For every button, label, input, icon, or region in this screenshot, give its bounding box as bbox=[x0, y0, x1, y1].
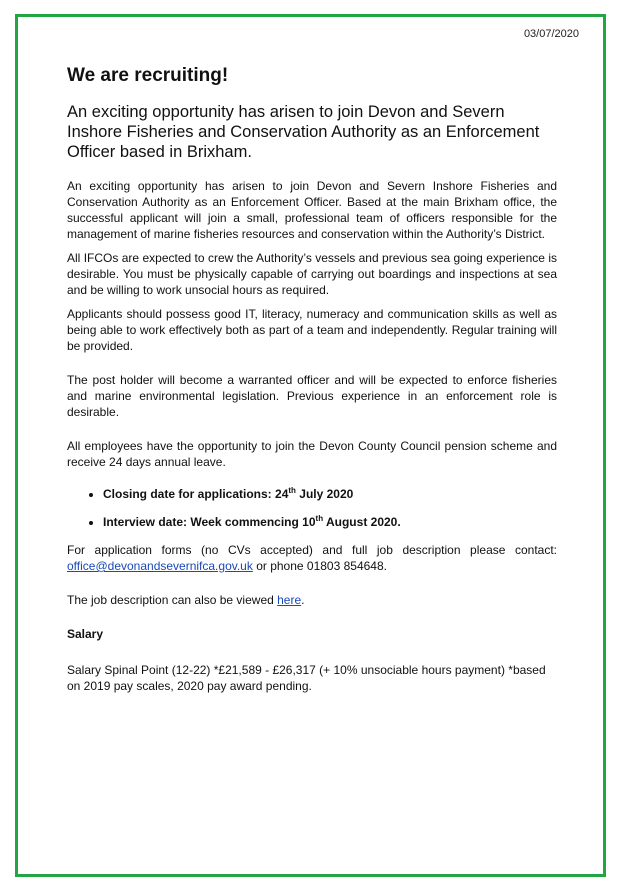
job-description-paragraph: The job description can also be viewed here. bbox=[67, 593, 305, 607]
pension-paragraph: All employees have the opportunity to join the Devon County Council pension scheme and receive 24 days annual leave. bbox=[67, 439, 557, 469]
intro-paragraph: An exciting opportunity has arisen to join Devon and Severn Inshore Fisheries and Conservation Authority as an Enforcement Officer. Based at the main Brixham office, the successful applicant will join a small, professional team of officers responsible for the management of marine fisheries resources and conservation within the Authority’s District. bbox=[67, 179, 557, 241]
page-subtitle: An exciting opportunity has arisen to join Devon and Severn Inshore Fisheries and Conservation Authority as an Enforcement Officer based in Brixham. bbox=[67, 103, 540, 161]
document-body bbox=[67, 64, 557, 694]
skills-paragraph: Applicants should possess good IT, literacy, numeracy and communication skills as well as being able to work effectively both as part of a team and independently. Regular training will be provided. bbox=[67, 307, 557, 353]
page-title: We are recruiting! bbox=[67, 65, 229, 86]
ifco-paragraph: All IFCOs are expected to crew the Authority’s vessels and previous sea going experience is desirable. You must be physically capable of carrying out boardings and inspections at sea and be willing to work unsocial hours as required. bbox=[67, 251, 557, 297]
salary-heading: Salary bbox=[67, 627, 104, 641]
interview-date-item: • Interview date: Week commencing 10th August 2020. bbox=[103, 514, 557, 530]
document-date: 03/07/2020 bbox=[523, 28, 579, 40]
key-dates-list bbox=[67, 486, 557, 530]
warranted-paragraph: The post holder will become a warranted officer and will be expected to enforce fisheries and marine environmental legislation. Previous experience in an enforcement role is desirable. bbox=[67, 373, 557, 419]
email-link[interactable]: office@devonandsevernifca.gov.uk bbox=[67, 559, 253, 573]
salary-paragraph: Salary Spinal Point (12-22) *£21,589 - £26,317 (+ 10% unsociable hours payment) *based on 2019 pay scales, 2020 pay award pending. bbox=[67, 663, 546, 693]
contact-paragraph: For application forms (no CVs accepted) and full job description please contact: office@devonandsevernifca.gov.uk or phone 01803 854648. bbox=[67, 543, 557, 573]
closing-date-item: • Closing date for applications: 24th July 2020 bbox=[103, 486, 557, 502]
job-description-link[interactable]: here bbox=[277, 593, 302, 607]
